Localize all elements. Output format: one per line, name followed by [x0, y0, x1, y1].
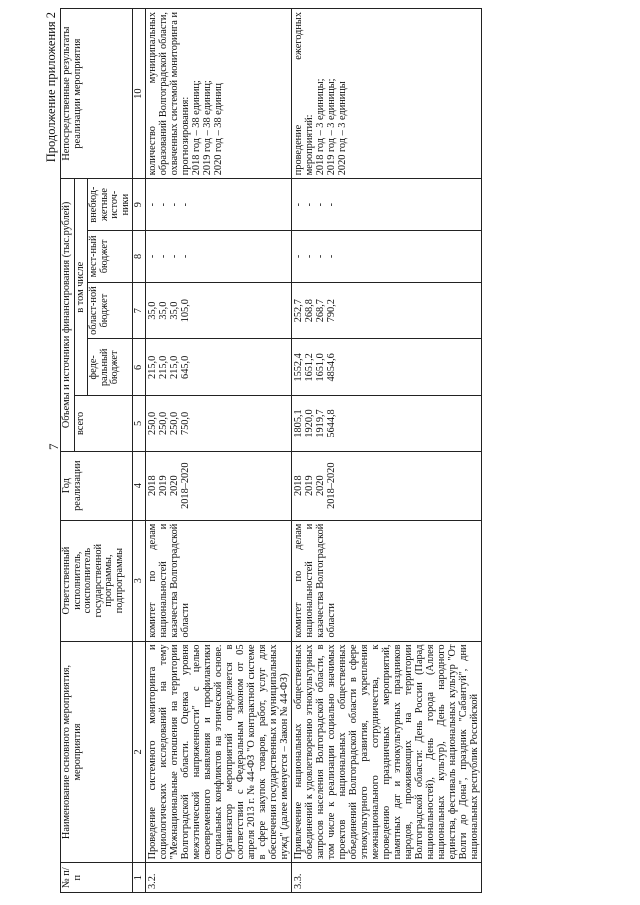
- result-text: 2019 год – 38 единиц;: [202, 80, 213, 176]
- activity-name: Привлечение национальных общественных объединений к удовлетворению этнокультурных запросов населения Волгоградской области, в том числе к реализации социально значимых проектов национальных общественных объединений Волгоградской области в сфере этнокультурного развития, укрепления межнационального сотрудничества, к проведению праздничных мероприятий, памятных дат и этнокультурных праздников народов, проживающих на территории Волгоградской области: День России (Парад национальностей), День города (Аллея национальных культур), День народного единства, фестиваль национальных культур "От Волги до Дона", праздник "Сабантуй", дни национальных республик Российской: [292, 641, 482, 863]
- local-cell: [146, 231, 292, 283]
- result-text: 2020 год – 38 единиц: [213, 83, 224, 176]
- total-value: 250,0: [147, 411, 158, 436]
- regional-value: 790,2: [326, 299, 337, 323]
- executor: комитет по делам национальностей и казачества Волгоградской области: [292, 520, 482, 641]
- year-value: 2019: [158, 475, 169, 496]
- continuation-label: Продолжение приложения 2: [44, 12, 58, 163]
- year-value: 2018: [293, 475, 304, 496]
- local-value: -: [326, 254, 337, 259]
- federal-value: 215,0: [158, 355, 169, 379]
- total-cell: [146, 396, 292, 451]
- local-value: -: [315, 254, 326, 259]
- total-value: 750,0: [180, 411, 191, 436]
- offbudget-cell: [146, 179, 292, 231]
- header-reg: област-ной бюджет: [88, 282, 133, 339]
- local-value: -: [147, 254, 158, 259]
- total-value: 250,0: [169, 411, 180, 436]
- column-number: 6: [133, 339, 146, 396]
- result-text: 2018 год – 3 единицы;: [315, 78, 326, 176]
- federal-value: 1552,4: [293, 353, 304, 382]
- header-name: Наименование основного мероприятия, мероприятия: [61, 641, 133, 863]
- year-value: 2019: [304, 475, 315, 496]
- offbudget-value: -: [293, 202, 304, 207]
- column-number: 4: [133, 451, 146, 520]
- row-number: 3.2.: [146, 863, 292, 893]
- local-value: -: [304, 254, 315, 259]
- offbudget-value: -: [147, 202, 158, 207]
- year-value: 2020: [315, 475, 326, 496]
- total-value: 5644,8: [326, 409, 337, 438]
- row-number: 3.3.: [292, 863, 482, 893]
- years-cell: [292, 451, 482, 520]
- local-value: -: [180, 254, 191, 259]
- offbudget-value: -: [169, 202, 180, 207]
- header-loc: мест-ный бюджет: [88, 231, 133, 283]
- total-cell: [292, 396, 482, 451]
- regional-value: 268,8: [304, 299, 315, 323]
- offbudget-value: -: [326, 202, 337, 207]
- federal-value: 645,0: [180, 355, 191, 379]
- column-number-row: [133, 9, 146, 893]
- regional-value: 35,0: [169, 301, 180, 320]
- activity-name: Проведение системного мониторинга и социологических исследований на тему "Межнациональные отношения на территории Волгоградской области. Оценка уровня межэтнической напряженности" с целью своевременного выявления и профилактики социальных конфликтов на этнической основе. Организатор мероприятий определяется в соответствии с Федеральным законом от 05 апреля 2013 г. № 44-ФЗ "О контрактной системе в сфере закупок товаров, работ, услуг для обеспечения государственных и муниципальных нужд" (далее именуется – Закон № 44-ФЗ): [146, 641, 292, 863]
- offbudget-value: -: [315, 202, 326, 207]
- local-value: -: [169, 254, 180, 259]
- total-value: 1805,1: [293, 409, 304, 438]
- result-text: 2020 год – 3 единицы: [337, 81, 348, 176]
- total-value: 1919,7: [315, 409, 326, 438]
- regional-cell: [146, 282, 292, 339]
- header-executor: Ответственный исполнитель, соисполнитель государственной программы, подпрограммы: [61, 520, 133, 641]
- years-cell: [146, 451, 292, 520]
- offbudget-value: -: [180, 202, 191, 207]
- year-value: 2018–2020: [326, 462, 337, 509]
- result-cell: [292, 9, 482, 179]
- column-number: 1: [133, 863, 146, 893]
- federal-value: 1651,0: [315, 353, 326, 382]
- column-number: 5: [133, 396, 146, 451]
- column-number: 9: [133, 179, 146, 231]
- regional-value: 105,0: [180, 299, 191, 323]
- year-value: 2020: [169, 475, 180, 496]
- federal-value: 4854,6: [326, 353, 337, 382]
- header-total: всего: [74, 396, 133, 451]
- header-year: Год реализации: [61, 451, 133, 520]
- total-value: 1920,0: [304, 409, 315, 438]
- regional-value: 252,7: [293, 299, 304, 323]
- regional-value: 35,0: [147, 301, 158, 320]
- header-incl: в том числе: [74, 179, 88, 396]
- column-number: 8: [133, 231, 146, 283]
- header-result: Непосредственные результаты реализации мероприятия: [61, 9, 133, 179]
- result-text: проведение ежегодных мероприятий:: [293, 12, 315, 176]
- regional-value: 268,7: [315, 299, 326, 323]
- offbudget-value: -: [158, 202, 169, 207]
- header-off: внебюд-жетные источ-ники: [88, 179, 133, 231]
- page-number: 7: [46, 443, 61, 450]
- offbudget-cell: [292, 179, 482, 231]
- regional-value: 35,0: [158, 301, 169, 320]
- table-row: [146, 9, 292, 893]
- column-number: 3: [133, 520, 146, 641]
- federal-cell: [146, 339, 292, 396]
- result-text: 2019 год – 3 единицы;: [326, 78, 337, 176]
- header-fed: феде-ральный бюджет: [88, 339, 133, 396]
- regional-cell: [292, 282, 482, 339]
- header-row-1: [61, 9, 75, 893]
- column-number: 7: [133, 282, 146, 339]
- federal-value: 1651,2: [304, 353, 315, 382]
- total-value: 250,0: [158, 411, 169, 436]
- local-value: -: [158, 254, 169, 259]
- year-value: 2018: [147, 475, 158, 496]
- result-cell: [146, 9, 292, 179]
- header-no: № п/п: [61, 863, 133, 893]
- table-row: [292, 9, 482, 893]
- local-value: -: [293, 254, 304, 259]
- executor: комитет по делам национальностей и казачества Волгоградской области: [146, 520, 292, 641]
- local-cell: [292, 231, 482, 283]
- federal-value: 215,0: [169, 355, 180, 379]
- column-number: 2: [133, 641, 146, 863]
- result-text: 2018 год – 38 единиц;: [191, 80, 202, 176]
- year-value: 2018–2020: [180, 462, 191, 509]
- federal-cell: [292, 339, 482, 396]
- header-funding: Объемы и источники финансирования (тыс.рублей): [61, 179, 75, 451]
- offbudget-value: -: [304, 202, 315, 207]
- column-number: 10: [133, 9, 146, 179]
- result-text: количество муниципальных образований Волгоградской области, охваченных системой мониторинга и прогнозирования:: [147, 12, 191, 176]
- program-table: [60, 8, 482, 893]
- federal-value: 215,0: [147, 355, 158, 379]
